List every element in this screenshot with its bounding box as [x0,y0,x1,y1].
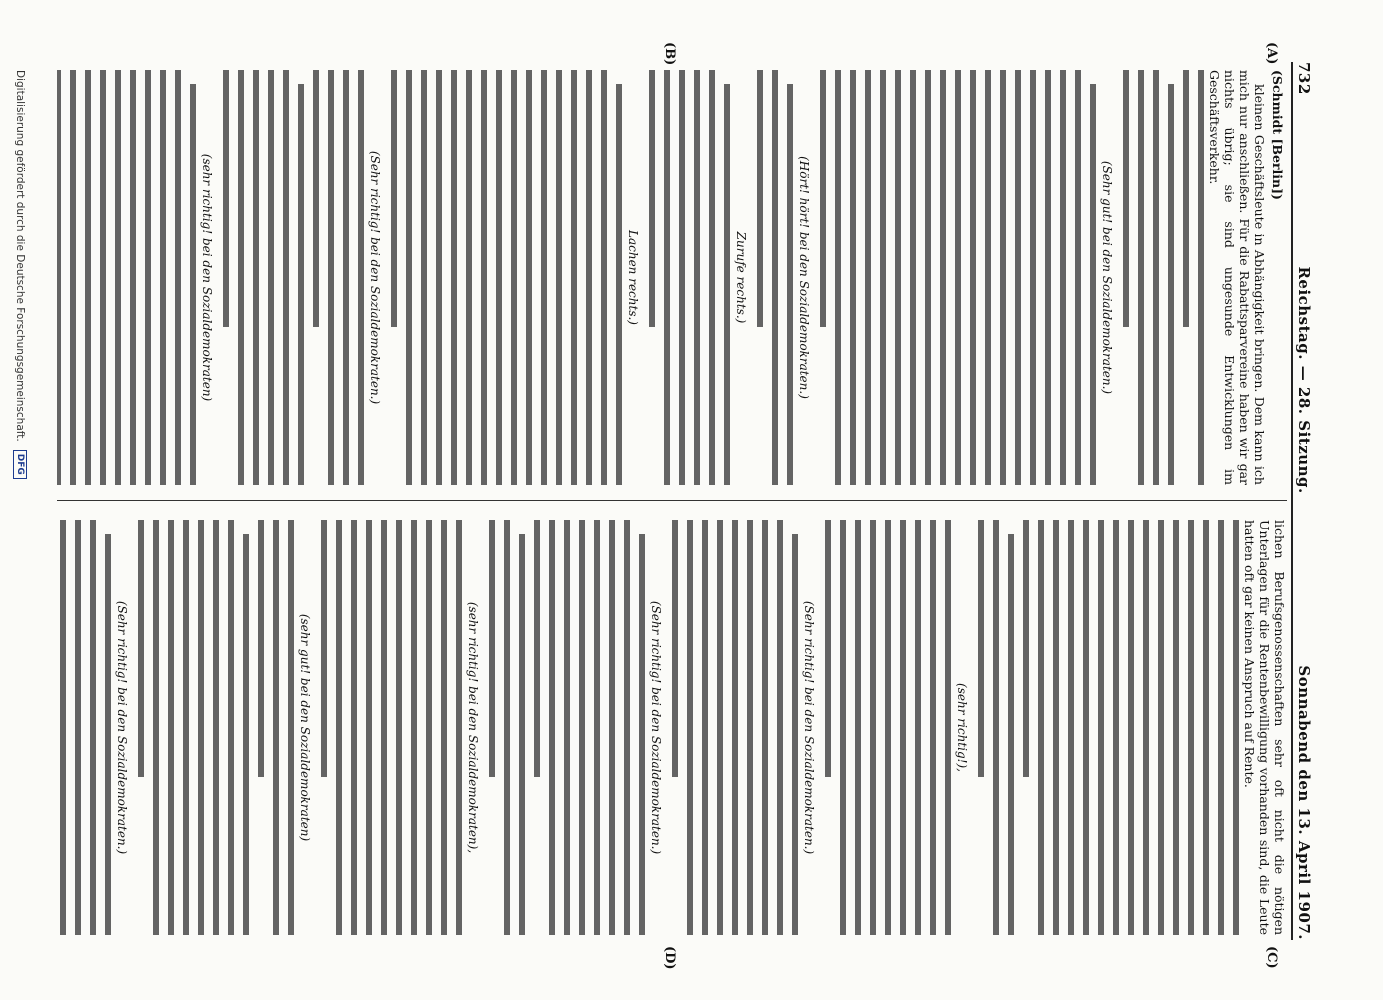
text-line [70,70,76,485]
text-line [925,70,931,485]
text-line [105,534,111,935]
text-line [835,70,841,485]
text-line [1098,520,1104,935]
text-line [358,70,364,485]
text-line [489,520,495,777]
text-line [747,520,753,935]
interjection: (Sehr richtig! bei den Sozialdemokraten.) [115,600,129,855]
text-line [672,520,678,777]
text-line [481,70,487,485]
text-line [732,520,738,935]
text-line [526,70,532,485]
text-line [183,520,189,935]
page-date: Sonnabend den 13. April 1907. [1295,665,1313,940]
text-line [283,70,289,485]
text-line [258,520,264,777]
text-line [1138,70,1144,485]
text-line [160,70,166,485]
dfg-logo: DFG [13,450,27,479]
text-line [198,520,204,935]
text-line [955,70,961,485]
text-line [441,520,447,935]
text-line [298,84,304,485]
interjection: (sehr richtig! bei den Sozialdemokraten), [466,601,480,854]
text-line [90,520,96,935]
text-line [1168,84,1174,485]
text-line [609,520,615,935]
text-line [579,520,585,935]
text-line [594,520,600,935]
text-line [930,520,936,935]
text-line [268,70,274,485]
header-rule [1291,62,1293,940]
interjection: (Sehr gut! bei den Sozialdemokraten.) [1100,160,1114,395]
text-line [978,520,984,777]
running-title: Reichstag. — 28. Sitzung. [1295,266,1313,494]
text-line [253,70,259,485]
text-line [1233,520,1239,935]
text-line [396,520,402,935]
text-line [138,520,144,777]
text-line [451,70,457,485]
text-line [571,70,577,485]
interjection: (Hört! hört! bei den Sozialdemokraten.) [797,156,811,399]
text-line [1113,520,1119,935]
text-line [762,520,768,935]
text-line [885,520,891,935]
column-divider [57,500,1287,501]
text-line [601,70,607,485]
text-line [649,70,655,327]
text-line [190,84,196,485]
text-line [534,520,540,777]
text-line [564,520,570,935]
margin-letter-a: (A) [1264,42,1279,65]
text-line [757,70,763,327]
text-line [664,70,670,485]
text-line [895,70,901,485]
text-line [351,520,357,935]
text-line [787,84,793,485]
text-line [900,520,906,935]
text-line [1218,520,1224,935]
text-line [820,70,826,327]
text-line [624,520,630,935]
text-line [60,520,66,935]
text-line [556,70,562,485]
margin-letter-d: (D) [662,946,677,970]
text-line [1030,70,1036,485]
text-line [694,70,700,485]
right-column [57,520,1287,935]
interjection: Lachen rechts.) [626,230,640,325]
text-line [391,70,397,327]
text-line [168,520,174,935]
digitization-note: Digitalisierung gefördert durch die Deutsche Forschungsgemeinschaft. [14,70,26,442]
text-line [426,520,432,935]
text-line [1128,520,1134,935]
text-line [288,520,294,935]
text-line [321,520,327,777]
text-line [616,84,622,485]
text-line [238,70,244,485]
text-line [1015,70,1021,485]
text-line [1188,520,1194,935]
text-line [1203,520,1209,935]
text-line [273,520,279,935]
text-line [1068,520,1074,935]
text-line [549,520,555,935]
text-line [915,520,921,935]
text-line [366,520,372,935]
text-line [777,520,783,935]
text-line [243,534,249,935]
interjection: (Sehr richtig! bei den Sozialdemokraten.) [368,150,382,405]
text-line [865,70,871,485]
interjection: (Sehr richtig! bei den Sozialdemokraten.) [802,600,816,855]
text-line [724,84,730,485]
text-line [993,520,999,935]
text-line [411,520,417,935]
text-line [153,520,159,935]
text-line [421,70,427,485]
text-line [75,520,81,935]
text-line [1075,70,1081,485]
text-line [1143,520,1149,935]
text-line [85,70,91,485]
text-line [100,70,106,485]
text-line [213,520,219,935]
left-opening-paragraph: kleinen Geschäftsleute in Abhängigkeit bringen. Dem kann ich mich nur anschließen. Für die Rabattsparvereine haben wir gar nichts übrig; sie sind ungesunde Entwicklungen im Geschäftsverkehr. [1207,70,1267,485]
interjection: (sehr richtig!), [955,683,969,772]
text-line [57,70,61,485]
text-line [1173,520,1179,935]
text-line [1158,520,1164,935]
text-line [541,70,547,485]
margin-letter-b: (B) [662,42,677,66]
page-number: 732 [1295,62,1313,95]
text-line [880,70,886,485]
text-line [343,70,349,485]
interjection: Zurufe rechts.) [734,231,748,324]
left-column [57,70,1287,485]
text-line [336,520,342,935]
text-line [328,70,334,485]
text-line [228,520,234,935]
text-line [985,70,991,485]
text-line [702,520,708,935]
text-line [466,70,472,485]
page-header [1295,62,1317,940]
text-line [1008,534,1014,935]
text-line [1090,84,1096,485]
text-line [970,70,976,485]
text-line [1198,70,1204,485]
text-line [1153,70,1159,485]
text-line [870,520,876,935]
speaker-name: (Schmidt [Berlin]) [1270,70,1285,200]
text-line [855,520,861,935]
margin-letter-c: (C) [1264,946,1279,969]
interjection: (sehr richtig! bei den Sozialdemokraten) [200,153,214,402]
text-line [130,70,136,485]
text-line [717,520,723,935]
text-line [115,70,121,485]
text-line [175,70,181,485]
text-line [1000,70,1006,485]
text-line [825,520,831,777]
text-line [1083,520,1089,935]
text-line [792,534,798,935]
text-line [504,520,510,935]
text-line [586,70,592,485]
text-line [687,520,693,935]
text-line [840,520,846,935]
text-line [772,70,778,485]
text-line [945,520,951,935]
text-line [1053,520,1059,935]
text-line [223,70,229,327]
text-line [145,70,151,485]
text-line [1045,70,1051,485]
text-line [496,70,502,485]
right-opening-paragraph: lichen Berufsgenossenschaften sehr oft nicht die nötigen Unterlagen für die Rentenbewilligung vorhanden sind, die Leute hatten oft gar keinen Anspruch auf Rente. [1242,520,1287,935]
text-line [940,70,946,485]
interjection: (Sehr richtig! bei den Sozialdemokraten.) [649,600,663,855]
text-line [1023,520,1029,777]
text-line [1060,70,1066,485]
digitization-footer [13,70,27,948]
text-line [519,534,525,935]
interjection: (sehr gut! bei den Sozialdemokraten) [298,613,312,842]
text-line [1038,520,1044,935]
text-line [850,70,856,485]
text-line [709,70,715,485]
text-line [910,70,916,485]
text-line [511,70,517,485]
text-line [679,70,685,485]
text-line [381,520,387,935]
text-line [313,70,319,327]
text-line [436,70,442,485]
text-line [406,70,412,485]
text-line [1123,70,1129,327]
text-line [456,520,462,935]
text-line [1183,70,1189,327]
text-line [639,534,645,935]
